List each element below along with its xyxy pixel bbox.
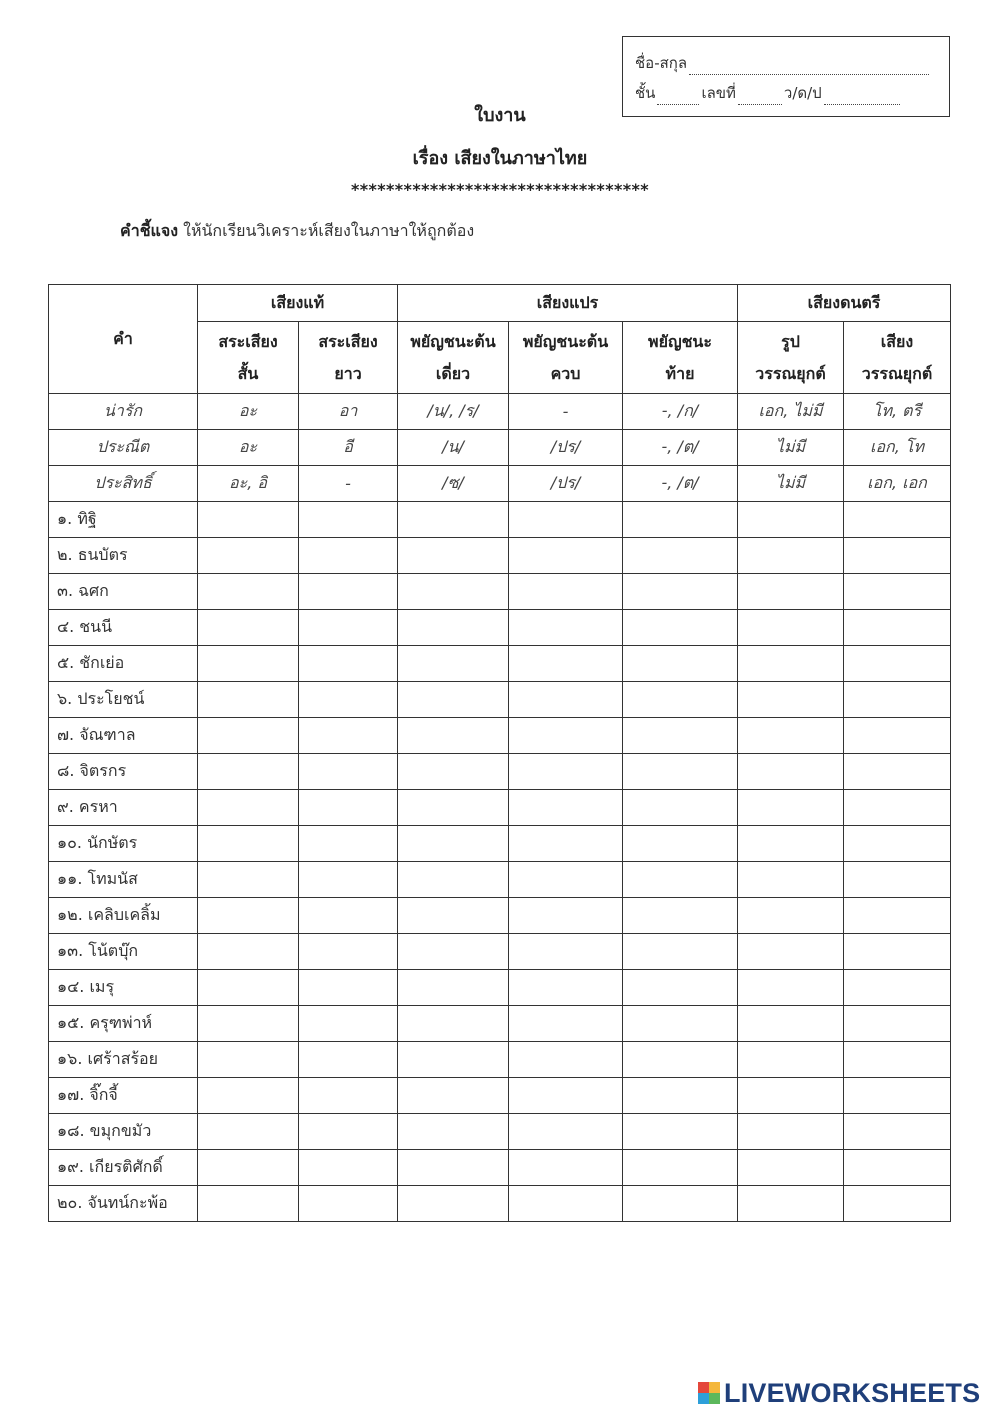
answer-cell[interactable] xyxy=(623,610,738,646)
answer-cell[interactable] xyxy=(299,538,398,574)
answer-cell[interactable] xyxy=(509,1114,623,1150)
example-word: ประณีต xyxy=(49,430,198,466)
name-blank xyxy=(689,56,929,75)
subheader-line: ยาว xyxy=(334,363,362,383)
answer-cell[interactable] xyxy=(623,754,738,790)
answer-cell[interactable] xyxy=(844,970,951,1006)
answer-cell[interactable] xyxy=(738,574,844,610)
question-word: ๑๗. จิ๊กจี้ xyxy=(49,1078,198,1114)
example-cell: อี xyxy=(299,430,398,466)
subheader-line: สระเสียง xyxy=(218,331,278,351)
answer-cell[interactable] xyxy=(398,1150,509,1186)
question-word: ๑๒. เคลิบเคลิ้ม xyxy=(49,898,198,934)
question-row xyxy=(49,1006,951,1042)
answer-cell[interactable] xyxy=(844,1114,951,1150)
example-cell: ไม่มี xyxy=(738,430,844,466)
page-title: ใบงาน xyxy=(474,105,526,126)
question-row xyxy=(49,862,951,898)
answer-cell[interactable] xyxy=(509,682,623,718)
name-label: ชื่อ-สกุล xyxy=(635,54,688,72)
question-word: ๒๐. จันทน์กะพ้อ xyxy=(49,1186,198,1222)
subheader-line: เดี่ยว xyxy=(435,363,471,383)
answer-cell[interactable] xyxy=(844,502,951,538)
question-word: ๑๓. โน้ตบุ๊ก xyxy=(49,934,198,970)
example-cell: -, /ต/ xyxy=(623,466,738,502)
answer-cell[interactable] xyxy=(738,502,844,538)
answer-cell[interactable] xyxy=(299,1078,398,1114)
example-cell: อา xyxy=(299,394,398,430)
answer-cell[interactable] xyxy=(299,754,398,790)
answer-cell[interactable] xyxy=(738,862,844,898)
answer-cell[interactable] xyxy=(509,826,623,862)
answer-cell[interactable] xyxy=(844,934,951,970)
answer-cell[interactable] xyxy=(299,718,398,754)
answer-cell[interactable] xyxy=(623,1186,738,1222)
question-word: ๑๔. เมรุ xyxy=(49,970,198,1006)
answer-cell[interactable] xyxy=(509,538,623,574)
answer-cell[interactable] xyxy=(844,898,951,934)
answer-cell[interactable] xyxy=(198,538,299,574)
example-cell: -, /ต/ xyxy=(623,430,738,466)
answer-cell[interactable] xyxy=(844,862,951,898)
star-divider: ********************************** xyxy=(350,180,650,199)
answer-cell[interactable] xyxy=(509,754,623,790)
subheader-6 xyxy=(844,322,951,394)
answer-cell[interactable] xyxy=(844,718,951,754)
answer-cell[interactable] xyxy=(738,790,844,826)
question-word: ๓. ฉศก xyxy=(49,574,198,610)
answer-cell[interactable] xyxy=(198,574,299,610)
answer-cell[interactable] xyxy=(623,538,738,574)
answer-cell[interactable] xyxy=(738,682,844,718)
answer-cell[interactable] xyxy=(299,934,398,970)
answer-cell[interactable] xyxy=(738,718,844,754)
answer-cell[interactable] xyxy=(844,754,951,790)
answer-cell[interactable] xyxy=(398,934,509,970)
answer-cell[interactable] xyxy=(738,1042,844,1078)
answer-cell[interactable] xyxy=(623,898,738,934)
answer-cell[interactable] xyxy=(844,1078,951,1114)
answer-cell[interactable] xyxy=(623,970,738,1006)
answer-cell[interactable] xyxy=(509,610,623,646)
group-header-consonant-sound: เสียงแปร xyxy=(398,285,738,322)
question-word: ๕. ชักเย่อ xyxy=(49,646,198,682)
logo-square xyxy=(709,1393,720,1404)
answer-cell[interactable] xyxy=(623,1006,738,1042)
answer-cell[interactable] xyxy=(844,1186,951,1222)
answer-cell[interactable] xyxy=(623,1114,738,1150)
answer-cell[interactable] xyxy=(198,862,299,898)
answer-cell[interactable] xyxy=(198,1186,299,1222)
answer-cell[interactable] xyxy=(299,610,398,646)
group-header-true-sound: เสียงแท้ xyxy=(198,285,398,322)
example-cell: /น/, /ร/ xyxy=(398,394,509,430)
subheader-line: พยัญชนะต้น xyxy=(410,331,496,351)
subheader-line: ควบ xyxy=(550,363,581,383)
answer-cell[interactable] xyxy=(623,790,738,826)
answer-cell[interactable] xyxy=(509,502,623,538)
answer-cell[interactable] xyxy=(398,790,509,826)
example-cell: - xyxy=(299,466,398,502)
answer-cell[interactable] xyxy=(738,538,844,574)
example-cell: /ปร/ xyxy=(509,430,623,466)
question-row xyxy=(49,1042,951,1078)
answer-cell[interactable] xyxy=(398,682,509,718)
answer-cell[interactable] xyxy=(738,646,844,682)
answer-cell[interactable] xyxy=(738,934,844,970)
question-word: ๗. จัณฑาล xyxy=(49,718,198,754)
answer-cell[interactable] xyxy=(299,790,398,826)
subheader-3 xyxy=(509,322,623,394)
subheader-line: พยัญชนะ xyxy=(648,331,712,351)
answer-cell[interactable] xyxy=(509,1078,623,1114)
example-cell: /ซ/ xyxy=(398,466,509,502)
example-row xyxy=(49,394,951,430)
answer-cell[interactable] xyxy=(844,1150,951,1186)
question-word: ๑๘. ขมุกขมัว xyxy=(49,1114,198,1150)
logo-text: LIVEWORKSHEETS xyxy=(724,1377,981,1408)
answer-cell[interactable] xyxy=(844,538,951,574)
answer-cell[interactable] xyxy=(299,1186,398,1222)
subheader-line: พยัญชนะต้น xyxy=(522,331,609,351)
answer-cell[interactable] xyxy=(398,1078,509,1114)
question-word: ๖. ประโยชน์ xyxy=(49,682,198,718)
answer-cell[interactable] xyxy=(509,862,623,898)
answer-cell[interactable] xyxy=(398,646,509,682)
example-cell: ไม่มี xyxy=(738,466,844,502)
answer-cell[interactable] xyxy=(398,1114,509,1150)
group-header-tone-sound: เสียงดนตรี xyxy=(738,285,951,322)
answer-cell[interactable] xyxy=(299,1042,398,1078)
question-row xyxy=(49,1078,951,1114)
example-cell: อะ xyxy=(198,430,299,466)
number-label: เลขที่ xyxy=(701,84,736,102)
answer-cell[interactable] xyxy=(509,970,623,1006)
date-label: ว/ด/ป xyxy=(783,84,822,102)
name-line xyxy=(635,45,939,75)
answer-cell[interactable] xyxy=(623,574,738,610)
answer-cell[interactable] xyxy=(398,862,509,898)
answer-cell[interactable] xyxy=(738,1186,844,1222)
question-row xyxy=(49,646,951,682)
example-row xyxy=(49,466,951,502)
answer-cell[interactable] xyxy=(623,1042,738,1078)
answer-cell[interactable] xyxy=(198,610,299,646)
answer-cell[interactable] xyxy=(398,826,509,862)
answer-cell[interactable] xyxy=(299,898,398,934)
answer-cell[interactable] xyxy=(844,790,951,826)
question-word: ๙. ครหา xyxy=(49,790,198,826)
sound-analysis-table xyxy=(48,284,951,1222)
subheader-line: ท้าย xyxy=(665,363,695,383)
instruction-label: คำชี้แจง xyxy=(120,221,179,240)
answer-cell[interactable] xyxy=(299,574,398,610)
answer-cell[interactable] xyxy=(509,1186,623,1222)
example-cell: เอก, ไม่มี xyxy=(738,394,844,430)
logo-square xyxy=(698,1393,709,1404)
subheader-line: รูป xyxy=(781,331,800,351)
answer-cell[interactable] xyxy=(738,754,844,790)
example-cell: เอก, เอก xyxy=(844,466,951,502)
question-row xyxy=(49,826,951,862)
answer-cell[interactable] xyxy=(738,1150,844,1186)
question-row xyxy=(49,898,951,934)
answer-cell[interactable] xyxy=(198,898,299,934)
answer-cell[interactable] xyxy=(198,934,299,970)
answer-cell[interactable] xyxy=(623,718,738,754)
answer-cell[interactable] xyxy=(623,682,738,718)
answer-cell[interactable] xyxy=(299,502,398,538)
answer-cell[interactable] xyxy=(509,718,623,754)
subheader-2 xyxy=(398,322,509,394)
answer-cell[interactable] xyxy=(198,718,299,754)
question-row xyxy=(49,1150,951,1186)
question-word: ๒. ธนบัตร xyxy=(49,538,198,574)
answer-cell[interactable] xyxy=(623,826,738,862)
logo-mark-icon xyxy=(698,1382,720,1404)
answer-cell[interactable] xyxy=(198,1150,299,1186)
answer-cell[interactable] xyxy=(299,1150,398,1186)
example-cell: อะ xyxy=(198,394,299,430)
answer-cell[interactable] xyxy=(198,682,299,718)
question-row xyxy=(49,970,951,1006)
question-word: ๑๕. ครุฑพ่าห์ xyxy=(49,1006,198,1042)
question-word: ๔. ชนนี xyxy=(49,610,198,646)
instruction xyxy=(120,219,474,244)
answer-cell[interactable] xyxy=(509,1150,623,1186)
answer-cell[interactable] xyxy=(844,682,951,718)
answer-cell[interactable] xyxy=(623,646,738,682)
answer-cell[interactable] xyxy=(509,574,623,610)
answer-cell[interactable] xyxy=(398,538,509,574)
question-word: ๑. ทิฐิ xyxy=(49,502,198,538)
question-word: ๑๖. เศร้าสร้อย xyxy=(49,1042,198,1078)
question-word: ๑๑. โทมนัส xyxy=(49,862,198,898)
answer-cell[interactable] xyxy=(509,646,623,682)
answer-cell[interactable] xyxy=(844,610,951,646)
answer-cell[interactable] xyxy=(509,1042,623,1078)
answer-cell[interactable] xyxy=(398,502,509,538)
answer-cell[interactable] xyxy=(198,826,299,862)
answer-cell[interactable] xyxy=(509,898,623,934)
answer-cell[interactable] xyxy=(509,934,623,970)
example-cell: /ปร/ xyxy=(509,466,623,502)
subheader-line: สระเสียง xyxy=(318,331,378,351)
liveworksheets-logo xyxy=(698,1378,980,1408)
example-word: น่ารัก xyxy=(49,394,198,430)
answer-cell[interactable] xyxy=(623,862,738,898)
answer-cell[interactable] xyxy=(299,862,398,898)
logo-square xyxy=(698,1382,709,1393)
subheader-line: วรรณยุกต์ xyxy=(861,363,933,383)
answer-cell[interactable] xyxy=(844,826,951,862)
example-cell: โท, ตรี xyxy=(844,394,951,430)
answer-cell[interactable] xyxy=(299,1006,398,1042)
answer-cell[interactable] xyxy=(738,970,844,1006)
answer-cell[interactable] xyxy=(398,610,509,646)
answer-cell[interactable] xyxy=(398,970,509,1006)
example-cell: -, /ก/ xyxy=(623,394,738,430)
answer-cell[interactable] xyxy=(844,574,951,610)
question-row xyxy=(49,1186,951,1222)
subheader-line: วรรณยุกต์ xyxy=(755,363,826,383)
question-word: ๘. จิตรกร xyxy=(49,754,198,790)
answer-cell[interactable] xyxy=(738,898,844,934)
answer-cell[interactable] xyxy=(623,934,738,970)
answer-cell[interactable] xyxy=(198,646,299,682)
answer-cell[interactable] xyxy=(509,1006,623,1042)
example-row xyxy=(49,430,951,466)
answer-cell[interactable] xyxy=(398,718,509,754)
answer-cell[interactable] xyxy=(198,970,299,1006)
question-word: ๑๐. นักษัตร xyxy=(49,826,198,862)
instruction-text: ให้นักเรียนวิเคราะห์เสียงในภาษาให้ถูกต้อง xyxy=(178,221,475,240)
answer-cell[interactable] xyxy=(198,790,299,826)
answer-cell[interactable] xyxy=(844,1006,951,1042)
question-row xyxy=(49,934,951,970)
question-row xyxy=(49,538,951,574)
answer-cell[interactable] xyxy=(398,754,509,790)
answer-cell[interactable] xyxy=(299,826,398,862)
answer-cell[interactable] xyxy=(738,610,844,646)
answer-cell[interactable] xyxy=(299,970,398,1006)
answer-cell[interactable] xyxy=(299,1114,398,1150)
answer-cell[interactable] xyxy=(623,502,738,538)
page-subtitle: เรื่อง เสียงในภาษาไทย xyxy=(412,148,588,169)
answer-cell[interactable] xyxy=(299,646,398,682)
question-row xyxy=(49,610,951,646)
subheader-line: เสียง xyxy=(880,331,914,351)
subheader-0 xyxy=(198,322,299,394)
answer-cell[interactable] xyxy=(623,1078,738,1114)
question-row xyxy=(49,502,951,538)
answer-cell[interactable] xyxy=(738,826,844,862)
question-row xyxy=(49,790,951,826)
subheader-4 xyxy=(623,322,738,394)
answer-cell[interactable] xyxy=(398,574,509,610)
answer-cell[interactable] xyxy=(738,1114,844,1150)
question-word: ๑๙. เกียรติศักดิ์ xyxy=(49,1150,198,1186)
logo-square xyxy=(709,1382,720,1393)
answer-cell[interactable] xyxy=(398,1006,509,1042)
answer-cell[interactable] xyxy=(198,754,299,790)
answer-cell[interactable] xyxy=(198,1006,299,1042)
subheader-line: สั้น xyxy=(237,363,259,383)
subheader-5 xyxy=(738,322,844,394)
question-row xyxy=(49,754,951,790)
question-row xyxy=(49,1114,951,1150)
answer-cell[interactable] xyxy=(738,1078,844,1114)
word-column-header: คำ xyxy=(49,285,198,394)
answer-cell[interactable] xyxy=(198,1114,299,1150)
question-row xyxy=(49,718,951,754)
example-word: ประสิทธิ์ xyxy=(49,466,198,502)
answer-cell[interactable] xyxy=(844,1042,951,1078)
answer-cell[interactable] xyxy=(198,502,299,538)
example-cell: /น/ xyxy=(398,430,509,466)
subheader-1 xyxy=(299,322,398,394)
answer-cell[interactable] xyxy=(398,1186,509,1222)
example-cell: - xyxy=(509,394,623,430)
question-row xyxy=(49,574,951,610)
answer-cell[interactable] xyxy=(398,1042,509,1078)
answer-cell[interactable] xyxy=(844,646,951,682)
answer-cell[interactable] xyxy=(623,1150,738,1186)
answer-cell[interactable] xyxy=(198,1042,299,1078)
answer-cell[interactable] xyxy=(299,682,398,718)
question-row xyxy=(49,682,951,718)
answer-cell[interactable] xyxy=(738,1006,844,1042)
example-cell: อะ, อิ xyxy=(198,466,299,502)
example-cell: เอก, โท xyxy=(844,430,951,466)
answer-cell[interactable] xyxy=(198,1078,299,1114)
answer-cell[interactable] xyxy=(509,790,623,826)
class-label: ชั้น xyxy=(635,84,656,102)
answer-cell[interactable] xyxy=(398,898,509,934)
